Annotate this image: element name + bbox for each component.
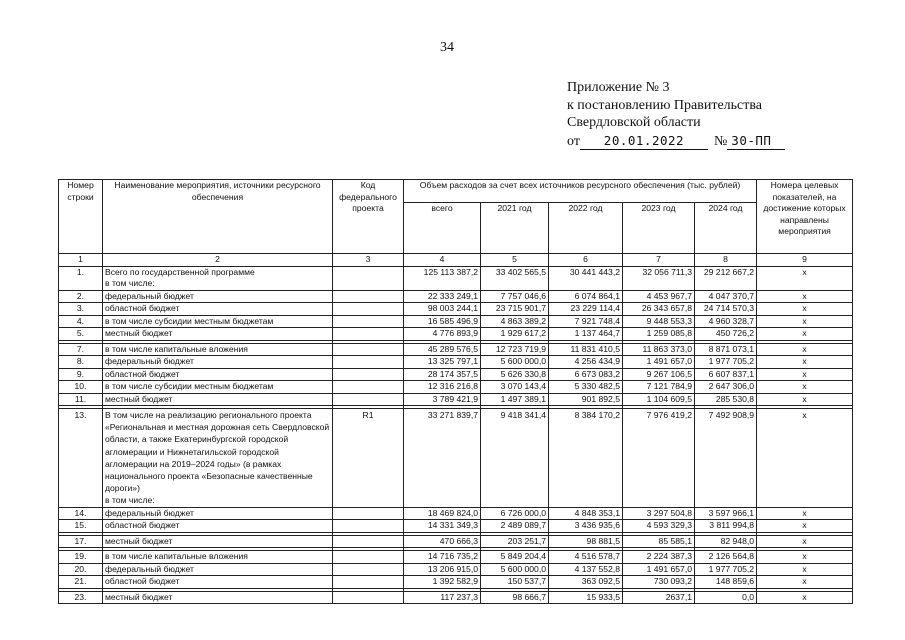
header-code: Код федерального проекта xyxy=(333,180,404,254)
column-index: 1 xyxy=(59,254,103,267)
row-total: 1 392 582,9 xyxy=(404,576,481,589)
row-total: 117 237,3 xyxy=(404,591,481,604)
row-code xyxy=(333,356,404,369)
row-number: 3. xyxy=(59,303,103,316)
row-number: 9. xyxy=(59,368,103,381)
table-row xyxy=(59,535,853,548)
table-row xyxy=(59,368,853,381)
table-row xyxy=(59,591,853,604)
column-index-row xyxy=(59,254,853,267)
row-code xyxy=(333,290,404,303)
row-2024: 2 126 564,8 xyxy=(695,551,757,564)
table-row xyxy=(59,315,853,328)
row-number: 11. xyxy=(59,393,103,406)
row-number: 10. xyxy=(59,381,103,394)
row-2022: 4 516 578,7 xyxy=(549,551,623,564)
header-targets: Номера целевых показателей, на достижение которых направлены мероприятия xyxy=(757,180,853,254)
row-name: областной бюджет xyxy=(103,520,333,533)
row-targets: x xyxy=(757,290,853,303)
row-name-main: В том числе на реализацию регионального проекта «Региональная и местная дорожная сеть Свердловской области, а также Екатеринбургской городской агломерации и Нижнетагильской городской агломерации на 2019–2024 годы» (в рамках национального проекта «Безопасные качественные дороги») xyxy=(105,410,330,494)
row-2024: 148 859,6 xyxy=(695,576,757,589)
row-2023: 26 343 657,8 xyxy=(623,303,695,316)
row-2022: 30 441 443,2 xyxy=(549,266,623,290)
row-name: в том числе капитальные вложения xyxy=(103,551,333,564)
table-row xyxy=(59,393,853,406)
row-2024: 82 948,0 xyxy=(695,535,757,548)
row-number: 15. xyxy=(59,520,103,533)
row-total: 14 331 349,3 xyxy=(404,520,481,533)
row-total: 13 206 915,0 xyxy=(404,563,481,576)
row-number: 13. xyxy=(59,409,103,508)
row-2021: 1 929 617,2 xyxy=(481,328,549,341)
row-number: 23. xyxy=(59,591,103,604)
row-name: федеральный бюджет xyxy=(103,356,333,369)
row-2023: 2637,1 xyxy=(623,591,695,604)
row-2023: 85 585,1 xyxy=(623,535,695,548)
resolution-number: 30-ПП xyxy=(727,132,785,151)
table-row xyxy=(59,409,853,508)
row-name: местный бюджет xyxy=(103,393,333,406)
row-name: в том числе субсидии местным бюджетам xyxy=(103,315,333,328)
row-2022: 4 848 353,1 xyxy=(549,507,623,520)
row-2023: 2 224 387,3 xyxy=(623,551,695,564)
header-2021: 2021 год xyxy=(481,203,549,254)
row-targets: x xyxy=(757,368,853,381)
row-2023: 11 863 373,0 xyxy=(623,343,695,356)
row-2022: 901 892,5 xyxy=(549,393,623,406)
row-2021: 12 723 719,9 xyxy=(481,343,549,356)
page-number: 34 xyxy=(440,40,454,55)
row-2021: 5 600 000,0 xyxy=(481,356,549,369)
row-2024: 0,0 xyxy=(695,591,757,604)
row-2023: 1 491 657,0 xyxy=(623,563,695,576)
row-number: 17. xyxy=(59,535,103,548)
row-name: местный бюджет xyxy=(103,328,333,341)
row-targets: x xyxy=(757,507,853,520)
row-2022: 363 092,5 xyxy=(549,576,623,589)
row-2022: 6 074 864,1 xyxy=(549,290,623,303)
row-total: 13 325 797,1 xyxy=(404,356,481,369)
row-targets: x xyxy=(757,551,853,564)
row-2021: 1 497 389,1 xyxy=(481,393,549,406)
row-code xyxy=(333,328,404,341)
row-2024: 1 977 705,2 xyxy=(695,356,757,369)
row-total: 4 776 893,9 xyxy=(404,328,481,341)
column-index: 5 xyxy=(481,254,549,267)
appendix-title: Приложение № 3 xyxy=(567,80,670,95)
row-2022: 15 933,5 xyxy=(549,591,623,604)
row-2024: 29 212 667,2 xyxy=(695,266,757,290)
row-2024: 285 530,8 xyxy=(695,393,757,406)
row-total: 125 113 387,2 xyxy=(404,266,481,290)
number-prefix: № xyxy=(713,133,728,149)
row-name: в том числе субсидии местным бюджетам xyxy=(103,381,333,394)
table-row xyxy=(59,328,853,341)
row-2021: 33 402 565,5 xyxy=(481,266,549,290)
row-name: федеральный бюджет xyxy=(103,507,333,520)
row-2022: 4 256 434,9 xyxy=(549,356,623,369)
row-name-sub: в том числе: xyxy=(105,278,155,288)
row-number: 4. xyxy=(59,315,103,328)
row-2022: 23 229 114,4 xyxy=(549,303,623,316)
row-2024: 3 811 994,8 xyxy=(695,520,757,533)
row-2021: 23 715 901,7 xyxy=(481,303,549,316)
row-2022: 98 881,5 xyxy=(549,535,623,548)
row-2021: 5 849 204,4 xyxy=(481,551,549,564)
appendix-header xyxy=(567,79,785,150)
row-code xyxy=(333,343,404,356)
row-targets: x xyxy=(757,591,853,604)
row-2022: 7 921 748,4 xyxy=(549,315,623,328)
table-row xyxy=(59,356,853,369)
row-total: 3 789 421,9 xyxy=(404,393,481,406)
row-code xyxy=(333,315,404,328)
appendix-date-line xyxy=(567,132,785,151)
table-row xyxy=(59,343,853,356)
row-code xyxy=(333,368,404,381)
header-2024: 2024 год xyxy=(695,203,757,254)
row-number: 14. xyxy=(59,507,103,520)
row-number: 20. xyxy=(59,563,103,576)
row-name: местный бюджет xyxy=(103,535,333,548)
row-name: федеральный бюджет xyxy=(103,563,333,576)
row-2022: 5 330 482,5 xyxy=(549,381,623,394)
appendix-region-line: Свердловской области xyxy=(567,115,701,130)
column-index: 4 xyxy=(404,254,481,267)
row-2021: 2 489 089,7 xyxy=(481,520,549,533)
row-code xyxy=(333,393,404,406)
row-name: областной бюджет xyxy=(103,368,333,381)
row-total: 98 003 244,1 xyxy=(404,303,481,316)
row-name: областной бюджет xyxy=(103,303,333,316)
header-row-number: Номер строки xyxy=(59,180,103,254)
row-2024: 450 726,2 xyxy=(695,328,757,341)
row-targets: x xyxy=(757,266,853,290)
row-targets: x xyxy=(757,343,853,356)
row-total: 12 316 216,8 xyxy=(404,381,481,394)
row-total: 45 289 576,5 xyxy=(404,343,481,356)
row-total: 16 585 496,9 xyxy=(404,315,481,328)
row-name-main: Всего по государственной программе xyxy=(105,266,255,277)
row-2022: 4 137 552,8 xyxy=(549,563,623,576)
row-2021: 5 626 330,8 xyxy=(481,368,549,381)
row-total: 22 333 249,1 xyxy=(404,290,481,303)
date-prefix: от xyxy=(567,133,580,149)
row-name-sub: в том числе: xyxy=(105,495,155,506)
row-code xyxy=(333,520,404,533)
row-2023: 4 593 329,3 xyxy=(623,520,695,533)
row-name: областной бюджет xyxy=(103,576,333,589)
row-2024: 24 714 570,3 xyxy=(695,303,757,316)
row-number: 21. xyxy=(59,576,103,589)
resolution-date: 20.01.2022 xyxy=(580,132,708,151)
row-name xyxy=(103,409,333,508)
row-2023: 9 448 553,3 xyxy=(623,315,695,328)
row-number: 1. xyxy=(59,266,103,290)
table-row xyxy=(59,290,853,303)
row-name: федеральный бюджет xyxy=(103,290,333,303)
row-number: 19. xyxy=(59,551,103,564)
row-2021: 203 251,7 xyxy=(481,535,549,548)
row-name: в том числе капитальные вложения xyxy=(103,343,333,356)
row-2021: 98 666,7 xyxy=(481,591,549,604)
row-code xyxy=(333,303,404,316)
row-total: 14 716 735,2 xyxy=(404,551,481,564)
row-total: 33 271 839,7 xyxy=(404,409,481,508)
column-index: 7 xyxy=(623,254,695,267)
row-code xyxy=(333,535,404,548)
row-targets: x xyxy=(757,520,853,533)
row-total: 28 174 357,5 xyxy=(404,368,481,381)
row-2024: 4 047 370,7 xyxy=(695,290,757,303)
row-2024: 8 871 073,1 xyxy=(695,343,757,356)
row-code: R1 xyxy=(333,409,404,508)
table-row xyxy=(59,507,853,520)
row-code xyxy=(333,591,404,604)
row-code xyxy=(333,563,404,576)
row-2021: 5 600 000,0 xyxy=(481,563,549,576)
row-code xyxy=(333,381,404,394)
row-targets: x xyxy=(757,381,853,394)
header-2023: 2023 год xyxy=(623,203,695,254)
table-row xyxy=(59,563,853,576)
row-targets: x xyxy=(757,315,853,328)
row-2023: 4 453 967,7 xyxy=(623,290,695,303)
header-name: Наименование мероприятия, источники ресурсного обеспечения xyxy=(103,180,333,254)
row-2021: 4 863 389,2 xyxy=(481,315,549,328)
row-number: 5. xyxy=(59,328,103,341)
row-2021: 3 070 143,4 xyxy=(481,381,549,394)
row-2023: 7 976 419,2 xyxy=(623,409,695,508)
row-total: 18 469 824,0 xyxy=(404,507,481,520)
row-2023: 1 104 609,5 xyxy=(623,393,695,406)
row-2024: 2 647 306,0 xyxy=(695,381,757,394)
row-targets: x xyxy=(757,356,853,369)
column-index: 6 xyxy=(549,254,623,267)
row-2021: 7 757 046,6 xyxy=(481,290,549,303)
row-targets: x xyxy=(757,535,853,548)
row-number: 8. xyxy=(59,356,103,369)
row-2022: 1 137 464,7 xyxy=(549,328,623,341)
row-total: 470 666,3 xyxy=(404,535,481,548)
row-2024: 6 607 837,1 xyxy=(695,368,757,381)
table-row xyxy=(59,576,853,589)
row-code xyxy=(333,507,404,520)
row-2023: 32 056 711,3 xyxy=(623,266,695,290)
row-2024: 7 492 908,9 xyxy=(695,409,757,508)
row-2023: 1 491 657,0 xyxy=(623,356,695,369)
row-targets: x xyxy=(757,393,853,406)
row-2021: 6 726 000,0 xyxy=(481,507,549,520)
row-2022: 3 436 935,6 xyxy=(549,520,623,533)
table-row xyxy=(59,303,853,316)
header-total: всего xyxy=(404,203,481,254)
row-2022: 11 831 410,5 xyxy=(549,343,623,356)
table-row xyxy=(59,520,853,533)
row-2023: 730 093,2 xyxy=(623,576,695,589)
column-index: 2 xyxy=(103,254,333,267)
row-targets: x xyxy=(757,409,853,508)
row-targets: x xyxy=(757,576,853,589)
column-index: 3 xyxy=(333,254,404,267)
table-row xyxy=(59,551,853,564)
row-targets: x xyxy=(757,563,853,576)
row-2021: 150 537,7 xyxy=(481,576,549,589)
row-2023: 9 267 106,5 xyxy=(623,368,695,381)
row-name: местный бюджет xyxy=(103,591,333,604)
row-code xyxy=(333,576,404,589)
row-number: 7. xyxy=(59,343,103,356)
row-code xyxy=(333,551,404,564)
row-name xyxy=(103,266,333,290)
row-2022: 6 673 083,2 xyxy=(549,368,623,381)
row-code xyxy=(333,266,404,290)
column-index: 9 xyxy=(757,254,853,267)
row-2023: 3 297 504,8 xyxy=(623,507,695,520)
row-targets: x xyxy=(757,328,853,341)
row-2024: 1 977 705,2 xyxy=(695,563,757,576)
row-2024: 3 597 966,1 xyxy=(695,507,757,520)
row-2023: 1 259 085,8 xyxy=(623,328,695,341)
column-index: 8 xyxy=(695,254,757,267)
row-2022: 8 384 170,2 xyxy=(549,409,623,508)
header-2022: 2022 год xyxy=(549,203,623,254)
resource-table xyxy=(58,179,853,604)
appendix-resolution-line: к постановлению Правительства xyxy=(567,97,763,113)
row-targets: x xyxy=(757,303,853,316)
row-number: 2. xyxy=(59,290,103,303)
table-row xyxy=(59,381,853,394)
row-2023: 7 121 784,9 xyxy=(623,381,695,394)
row-2024: 4 960 328,7 xyxy=(695,315,757,328)
header-volume: Объем расходов за счет всех источников ресурсного обеспечения (тыс. рублей) xyxy=(404,180,757,203)
row-2021: 9 418 341,4 xyxy=(481,409,549,508)
table-row xyxy=(59,266,853,290)
